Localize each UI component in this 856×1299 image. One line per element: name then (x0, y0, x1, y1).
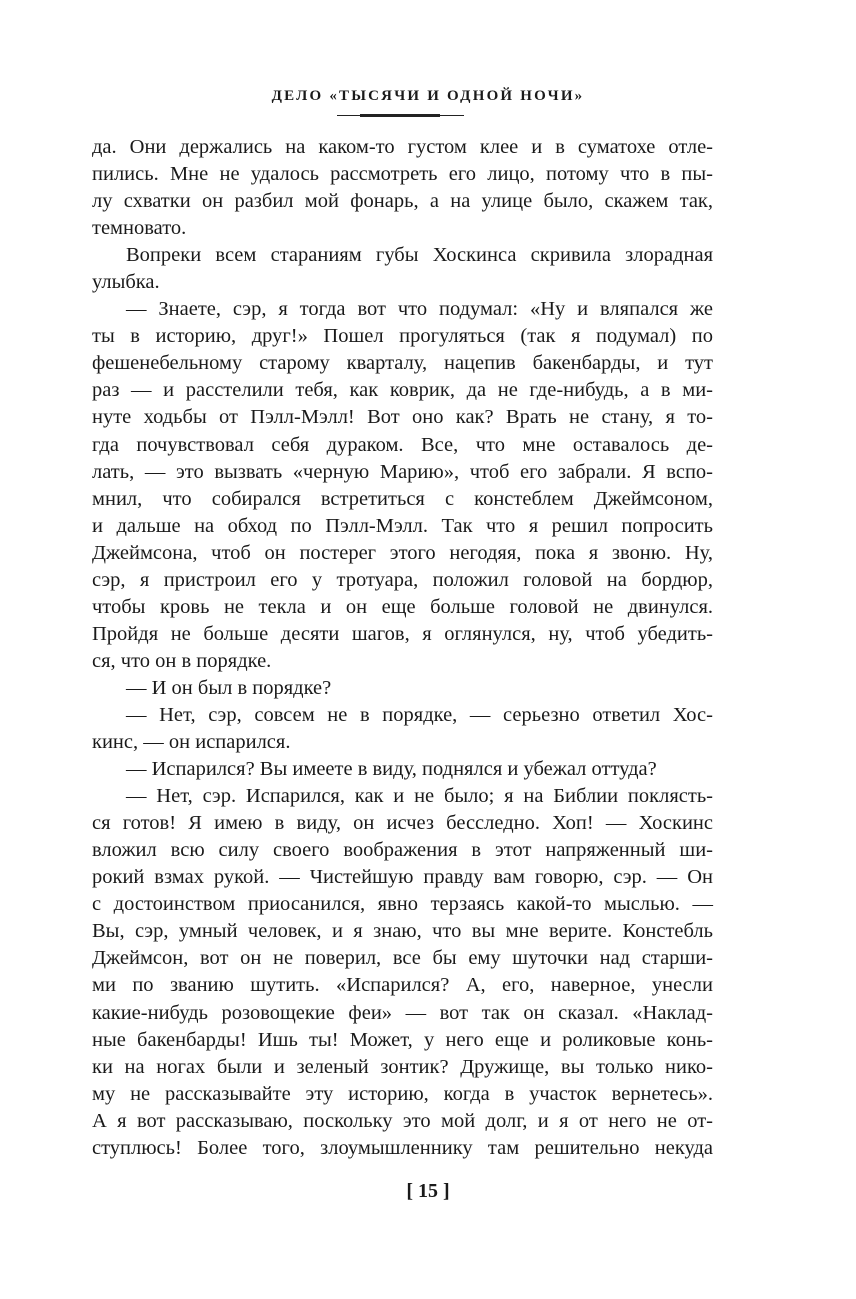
text-line: лу схватки он разбил мой фонарь, а на улице было, скажем так, (92, 190, 713, 213)
text-line: ступлюсь! Более того, злоумышленнику там решительно некуда (92, 1136, 713, 1159)
text-line: Пройдя не больше десяти шагов, я оглянулся, ну, чтоб убедить- (92, 622, 713, 645)
text-line: мнил, что собирался встретиться с констеблем Джеймсоном, (92, 487, 713, 510)
text-line: — Нет, сэр. Испарился, как и не было; я на Библии поклясть- (126, 785, 713, 808)
text-line: сэр, я пристроил его у тротуара, положил головой на бордюр, (92, 568, 713, 591)
text-line: раз — и расстелили тебя, как коврик, да не где-нибудь, а в ми- (92, 379, 713, 402)
text-line: с достоинством приосанился, явно терзаясь какой-то мыслью. — (92, 893, 713, 916)
text-line: — Нет, сэр, совсем не в порядке, — серьезно ответил Хос- (126, 703, 713, 726)
text-line: улыбка. (92, 271, 160, 294)
text-line: да. Они держались на каком-то густом клее и в суматохе отле- (92, 136, 713, 158)
text-line: кинс, — он испарился. (92, 731, 291, 754)
text-line: рокий взмах рукой. — Чистейшую правду вам говорю, сэр. — Он (92, 866, 713, 889)
text-line: ся готов! Я имею в виду, он исчез бесследно. Хоп! — Хоскинс (92, 812, 713, 835)
text-line: — И он был в порядке? (126, 676, 332, 699)
header-rule-accent (360, 114, 440, 117)
text-line: пились. Мне не удалось рассмотреть его лицо, потому что в пы- (92, 163, 713, 186)
text-line: вложил всю силу своего воображения в этот напряженный ши- (92, 839, 713, 862)
text-line: му не рассказывайте эту историю, когда в участок вернетесь». (92, 1082, 713, 1105)
text-line: Вы, сэр, умный человек, и я знаю, что вы мне верите. Констебль (92, 920, 713, 943)
text-line: А я вот рассказываю, поскольку это мой долг, и я от него не от- (92, 1109, 713, 1132)
text-line: ся, что он в порядке. (92, 649, 272, 672)
text-line: ты в историю, друг!» Пошел прогуляться (так я подумал) по (92, 325, 713, 348)
text-line: нуте ходьбы от Пэлл-Мэлл! Вот оно как? Врать не стану, я то- (92, 406, 713, 429)
text-line: гда почувствовал себя дураком. Все, что мне оставалось де- (92, 433, 713, 456)
text-line: — Испарился? Вы имеете в виду, поднялся и убежал оттуда? (126, 758, 657, 781)
body-text (92, 134, 713, 1162)
text-line: фешенебельному старому кварталу, нацепив бакенбарды, и тут (92, 352, 713, 375)
page-number: [ 15 ] (406, 1180, 450, 1202)
text-line: Джеймсона, чтоб он постерег этого негодяя, пока я звоню. Ну, (92, 541, 713, 564)
text-line: ки на ногах были и зеленый зонтик? Дружище, вы только нико- (92, 1055, 713, 1078)
running-header: ДЕЛО «ТЫСЯЧИ И ОДНОЙ НОЧИ» (271, 88, 585, 104)
text-line: чтобы кровь не текла и он еще больше головой не двинулся. (92, 595, 713, 618)
text-line: какие-нибудь розовощекие феи» — вот так он сказал. «Наклад- (92, 1001, 713, 1024)
text-line: Джеймсон, вот он не поверил, все бы ему шуточки над старши- (92, 947, 713, 970)
text-line: Вопреки всем стараниям губы Хоскинса скривила злорадная (126, 244, 713, 267)
text-line: лать, — это вызвать «черную Марию», чтоб его забрали. Я вспо- (92, 460, 713, 483)
text-line: ные бакенбарды! Ишь ты! Может, у него еще и роликовые конь- (92, 1028, 713, 1051)
text-line: ми по званию шутить. «Испарился? А, его, наверное, унесли (92, 974, 713, 997)
text-line: — Знаете, сэр, я тогда вот что подумал: «Ну и вляпался же (126, 298, 713, 321)
text-line: темновато. (92, 217, 187, 240)
text-line: и дальше на обход по Пэлл-Мэлл. Так что я решил попросить (92, 514, 713, 537)
